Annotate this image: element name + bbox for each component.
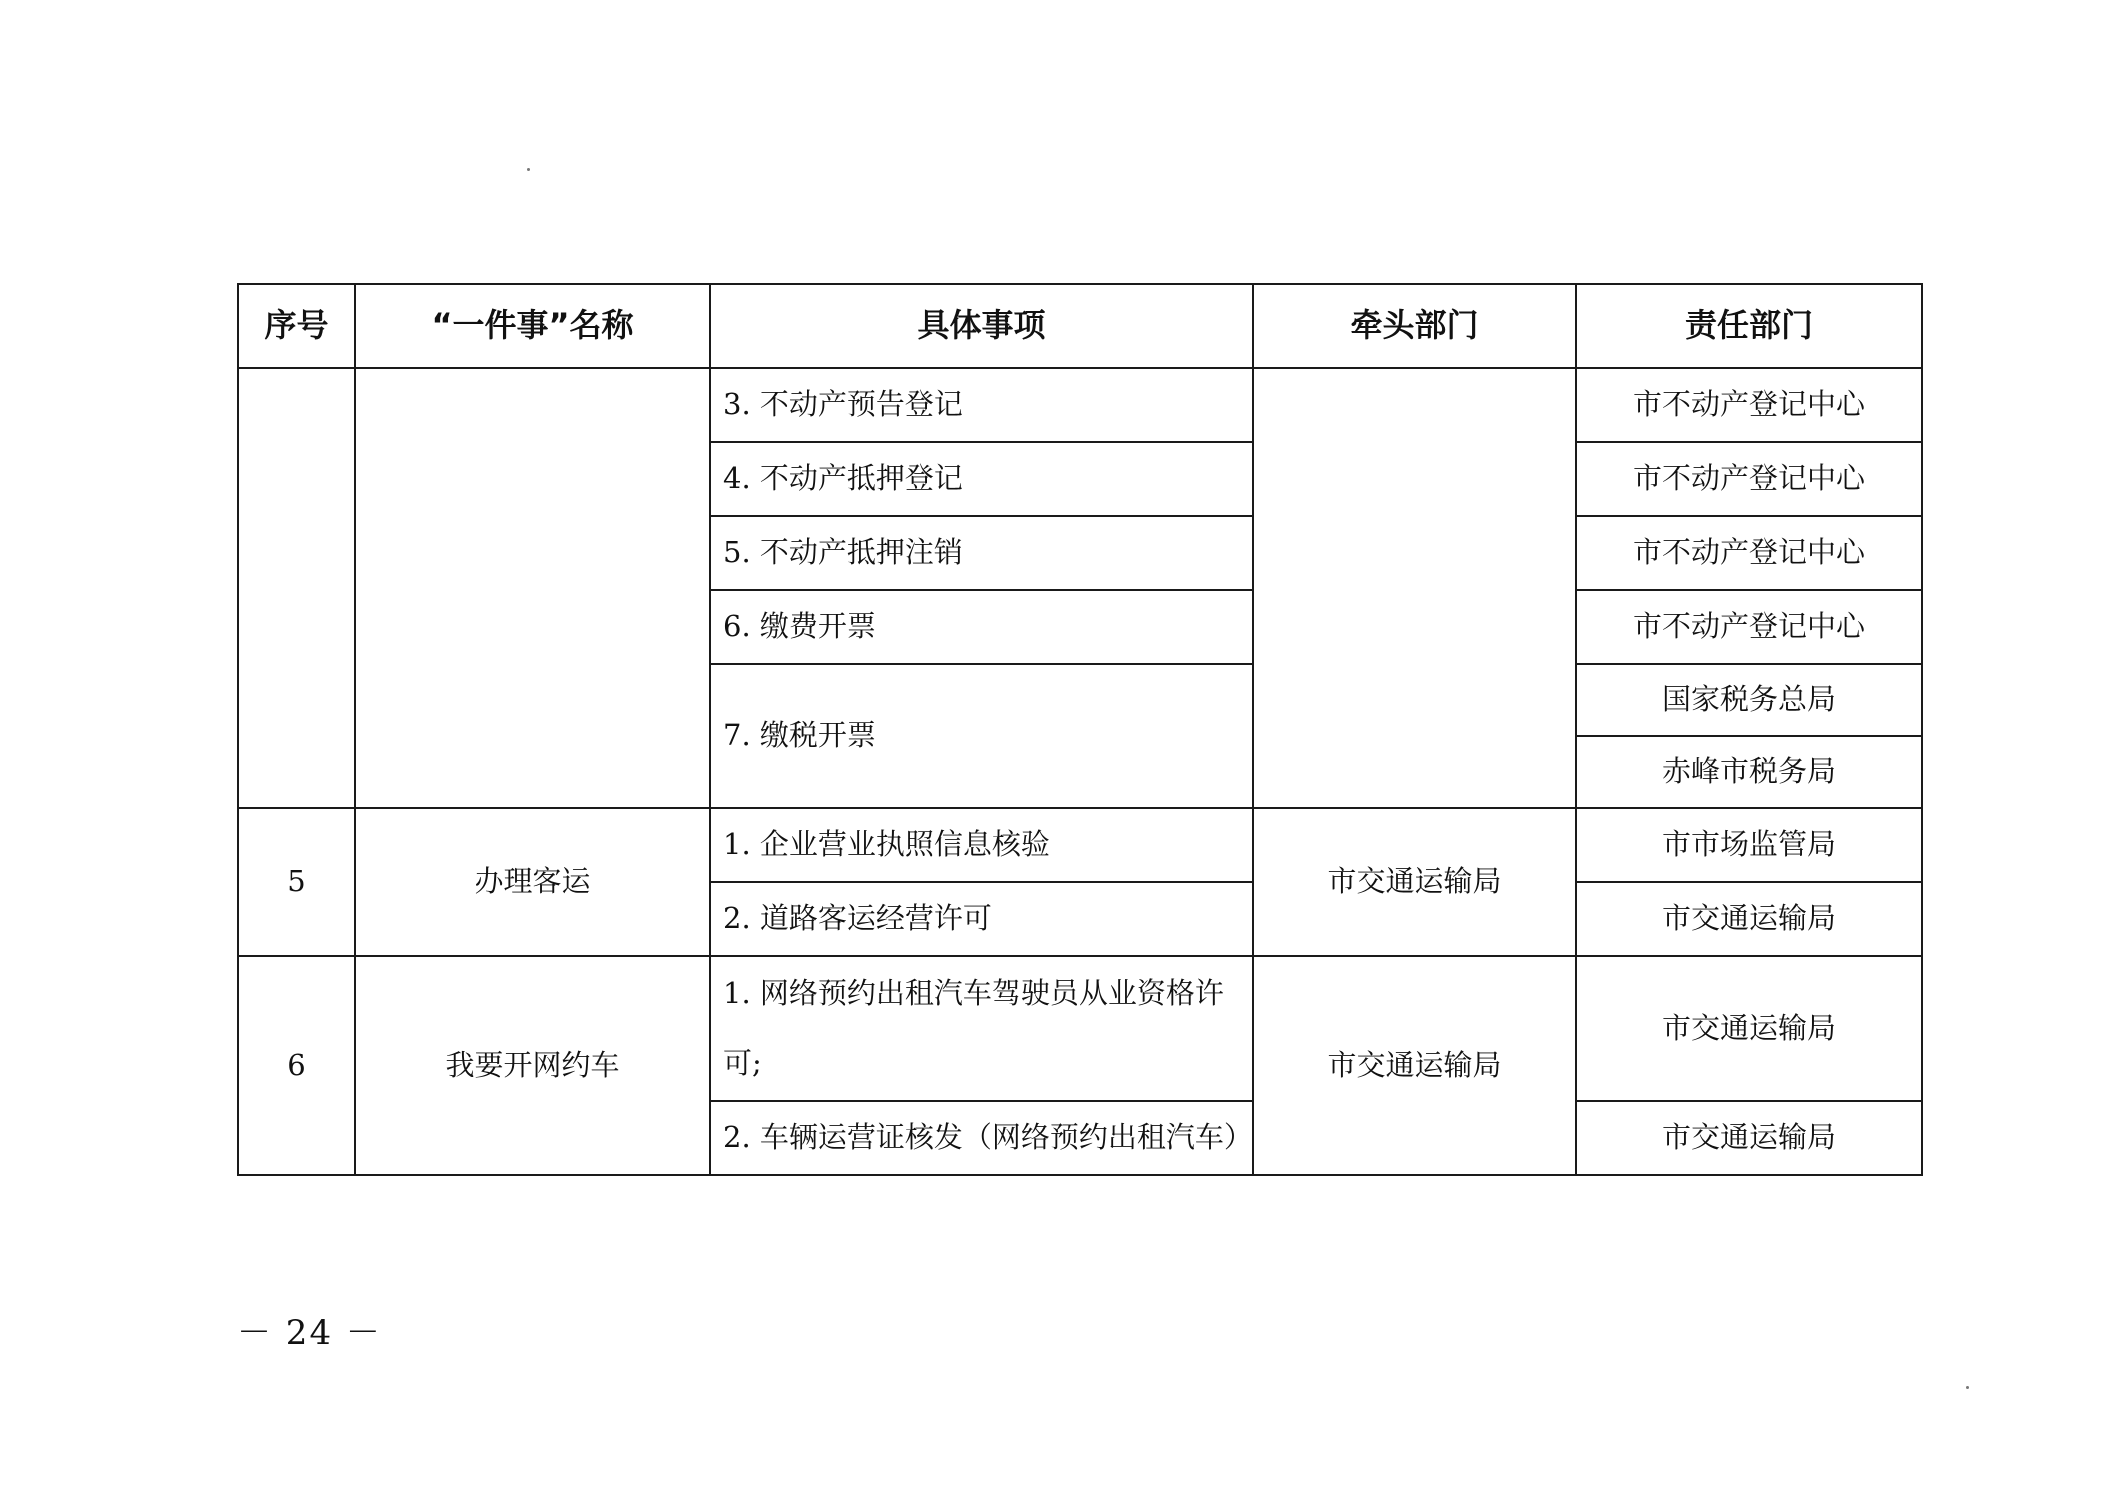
matter-name-cell: 办理客运 [355,808,710,956]
responsible-cell: 市不动产登记中心 [1576,442,1922,516]
responsible-cell: 市交通运输局 [1576,1101,1922,1175]
seq-cell: 6 [238,956,355,1175]
responsible-cell: 市不动产登记中心 [1576,516,1922,590]
item-cell: 1. 企业营业执照信息核验 [710,808,1253,882]
header-matter-name: “一件事”名称 [355,284,710,368]
seq-cell: 5 [238,808,355,956]
lead-department-cell: 市交通运输局 [1253,808,1576,956]
item-cell: 7. 缴税开票 [710,664,1253,808]
lead-department-cell: 市交通运输局 [1253,956,1576,1175]
lead-department-cell-empty [1253,368,1576,808]
table-row [238,368,1922,442]
item-cell: 2. 车辆运营证核发（网络预约出租汽车） [710,1101,1253,1175]
header-specific-items: 具体事项 [710,284,1253,368]
table-row [238,956,1922,1101]
responsible-cell: 市交通运输局 [1576,956,1922,1101]
table-header-row [238,284,1922,368]
responsible-cell: 市市场监管局 [1576,808,1922,882]
item-cell: 5. 不动产抵押注销 [710,516,1253,590]
table-row [238,808,1922,882]
seq-cell-empty [238,368,355,808]
responsible-cell [1576,736,1922,808]
responsible-line: 国家税务总局 [1661,682,1836,717]
item-cell: 6. 缴费开票 [710,590,1253,664]
scan-speck [1966,1386,1969,1389]
matters-table [237,283,1923,1176]
matter-name-cell: 我要开网约车 [355,956,710,1175]
responsible-line: 赤峰市税务局 [1661,754,1836,789]
item-cell: 4. 不动产抵押登记 [710,442,1253,516]
header-seq: 序号 [238,284,355,368]
scan-speck [527,168,530,171]
item-cell: 3. 不动产预告登记 [710,368,1253,442]
responsible-cell: 市不动产登记中心 [1576,368,1922,442]
item-cell: 1. 网络预约出租汽车驾驶员从业资格许可; [710,956,1253,1101]
item-cell: 2. 道路客运经营许可 [710,882,1253,956]
page-number: － 24 － [237,1313,382,1353]
matter-name-cell-empty [355,368,710,808]
responsible-cell: 市不动产登记中心 [1576,590,1922,664]
header-responsible-department: 责任部门 [1576,284,1922,368]
responsible-cell: 市交通运输局 [1576,882,1922,956]
header-lead-department: 牵头部门 [1253,284,1576,368]
responsible-cell [1576,664,1922,736]
